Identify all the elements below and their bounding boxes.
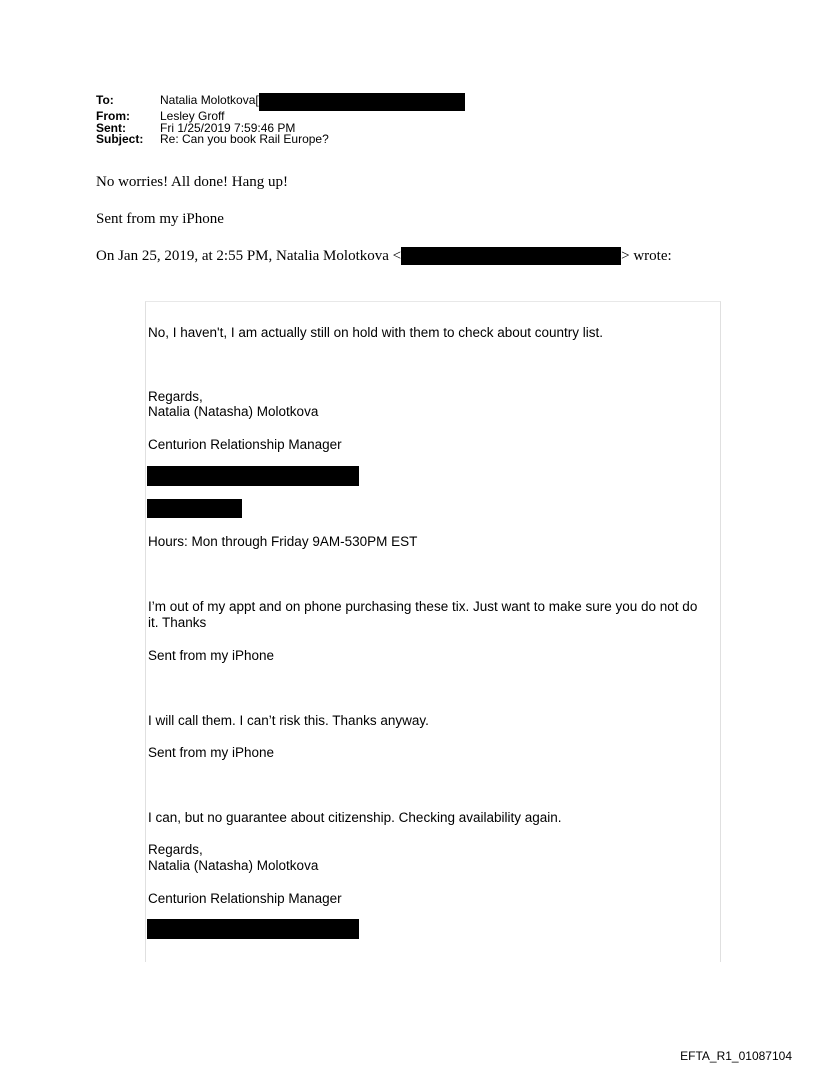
signature-title-1: Centurion Relationship Manager [148,437,342,452]
sent-from-iphone-2: Sent from my iPhone [148,745,275,760]
wrote-prefix: On Jan 25, 2019, at 2:55 PM, Natalia Molotkova < [96,248,402,264]
quoted-paragraph-1: No, I haven't, I am actually still on hold with them to check about country list. [148,325,604,340]
signature-name-1: Natalia (Natasha) Molotkova [148,404,319,419]
wrote-suffix: > wrote: [621,248,672,264]
body-line-2: Sent from my iPhone [96,211,224,227]
hours-line: Hours: Mon through Friday 9AM-530PM EST [148,534,418,549]
redaction-bar [147,499,242,518]
from-label: From: [96,109,130,123]
document-id: EFTA_R1_01087104 [680,1049,792,1063]
subject-value: Re: Can you book Rail Europe? [160,132,329,146]
quoted-message [145,301,721,962]
sent-value: Fri 1/25/2019 7:59:46 PM [160,120,296,135]
redaction-bar [401,247,621,265]
quoted-paragraph-3: I will call them. I can’t risk this. Thanks anyway. [148,713,429,728]
email-header [96,95,465,146]
redaction-bar [259,93,465,111]
wrote-line [96,248,672,265]
from-value: Lesley Groff [160,109,225,123]
quoted-paragraph-2-line-2: it. Thanks [148,615,207,630]
sent-label: Sent: [96,120,126,135]
signature-title-2: Centurion Relationship Manager [148,891,342,906]
to-value: Natalia Molotkova[ [160,93,259,107]
subject-label: Subject: [96,132,144,146]
regards-1: Regards, [148,389,203,404]
signature-name-2: Natalia (Natasha) Molotkova [148,858,319,873]
quoted-paragraph-2-line-1: I’m out of my appt and on phone purchasing these tix. Just want to make sure you do not do [148,599,698,614]
sent-from-iphone-1: Sent from my iPhone [148,648,275,663]
body-line-1: No worries! All done! Hang up! [96,174,289,190]
regards-2: Regards, [148,842,203,857]
redaction-bar [147,466,359,486]
to-row [96,95,465,111]
to-label: To: [96,93,114,107]
quoted-paragraph-4: I can, but no guarantee about citizenship. Checking availability again. [148,810,562,825]
redaction-bar [147,919,359,939]
subject-row [96,134,465,146]
